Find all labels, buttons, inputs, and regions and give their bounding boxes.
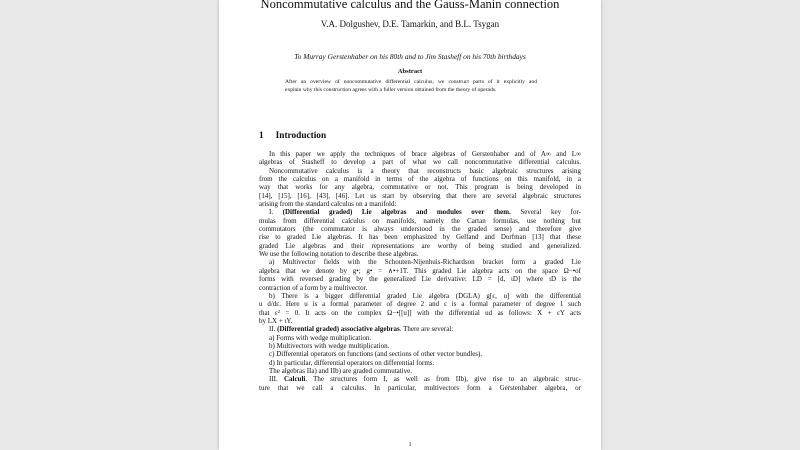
body-line: II. (Differential graded) associative algebras. There are several: [269, 325, 454, 334]
section-title: Introduction [275, 131, 327, 141]
body-text [259, 150, 581, 392]
body-line: [14], [15], [16], [43], [46]. Let us start by observing that there are several algebraic structures [259, 191, 581, 200]
body-line: d) In particular, differential operators on differential forms. [269, 358, 435, 367]
body-line: a) Forms with wedge multiplication. [269, 333, 372, 342]
paper-title: Noncommutative calculus and the Gauss-Manin connection [260, 0, 560, 11]
body-line: arising from the standard calculus on a manifold: [259, 200, 397, 209]
body-line: algebra that we denote by g•; g• = ∧•+1T. This graded Lie algebra acts on the space Ω−•of [259, 266, 581, 275]
body-line: a) Multivector fields with the Schouten-Nijenhuis-Richardson bracket form a graded Lie [269, 258, 581, 267]
body-line: I. (Differential graded) Lie algebras and modules over them. Several key for- [269, 208, 581, 217]
abstract-line: explain why this construction agrees with a fuller version obtained from the theory of operads. [285, 87, 497, 93]
body-line: forms with reversed grading by the generalized Lie derivative: LD = [d, ιD] where ιD is the [259, 275, 581, 284]
dedication: To Murray Gerstenhaber on his 80th and to Jim Stasheff on his 70th birthdays [294, 52, 526, 61]
body-line: The algebras IIa) and IIb) are graded commutative. [269, 366, 413, 375]
body-line: b) Multivectors with wedge multiplication. [269, 341, 390, 350]
abstract-text [285, 78, 537, 94]
pdf-page [219, 0, 601, 450]
section-heading [259, 131, 338, 141]
body-line: commutators (the commutator is always understood in the graded sense) and therefore give [259, 225, 581, 234]
paper-authors: V.A. Dolgushev, D.E. Tamarkin, and B.L. Tsygan [320, 19, 500, 29]
body-line: u d/dε. Here u is a formal parameter of degree 2 and ε is a formal parameter of degree 1 such [259, 300, 581, 309]
body-line: rise to graded Lie algebras. It has been emphasized by Gelfand and Dorfman [13] that these [259, 233, 581, 242]
body-line: b) There is a bigger differential graded Lie algebra (DGLA) g[ε, u] with the differential [269, 291, 581, 300]
body-line: In this paper we apply the techniques of brace algebras of Gerstenhaber and of A∞ and L∞ [269, 150, 581, 158]
body-line: III. Calculi. The structures form I, as well as from IIb), give rise to an algebraic struc- [269, 375, 581, 384]
body-line: that ε² = 0. It acts on the complex Ω−•[[u]] with the differential ud as follows: X + εY acts [259, 308, 581, 317]
abstract-line: After an overview of noncommutative differential calculus, we construct parts of it explicitly and [285, 79, 537, 85]
page-number: 1 [408, 442, 412, 448]
body-line: ture that we call a calculus. In particular, multivectors form a Gerstenhaber algebra, or [259, 383, 581, 392]
body-line: by LX + ιY. [259, 316, 293, 325]
body-line: way that works for any algebra, commutative or not. This program is being developed in [259, 183, 581, 192]
body-line: contraction of a form by a multivector. [259, 283, 368, 292]
body-line: algebras of Stasheff to develop a part of what we call noncommutative differential calculus. [259, 158, 581, 167]
body-line: graded Lie algebras and their representations are worthy of being studied and generalized. [259, 241, 581, 250]
abstract-heading: Abstract [397, 68, 423, 75]
body-line: from the calculus on a manifold in terms of the algebra of functions on this manifold, in a [259, 175, 581, 184]
body-line: Noncommutative calculus is a theory that reconstructs basic algebraic structures arising [269, 166, 581, 175]
section-number: 1 [259, 131, 264, 141]
body-line: mulas from differential calculus on manifolds, namely the Cartan formulas, use nothing but [259, 216, 581, 225]
body-line: c) Differential operators on functions (and sections of other vector bundles). [269, 350, 483, 359]
body-line: We use the following notation to describe these algebras. [259, 250, 419, 259]
